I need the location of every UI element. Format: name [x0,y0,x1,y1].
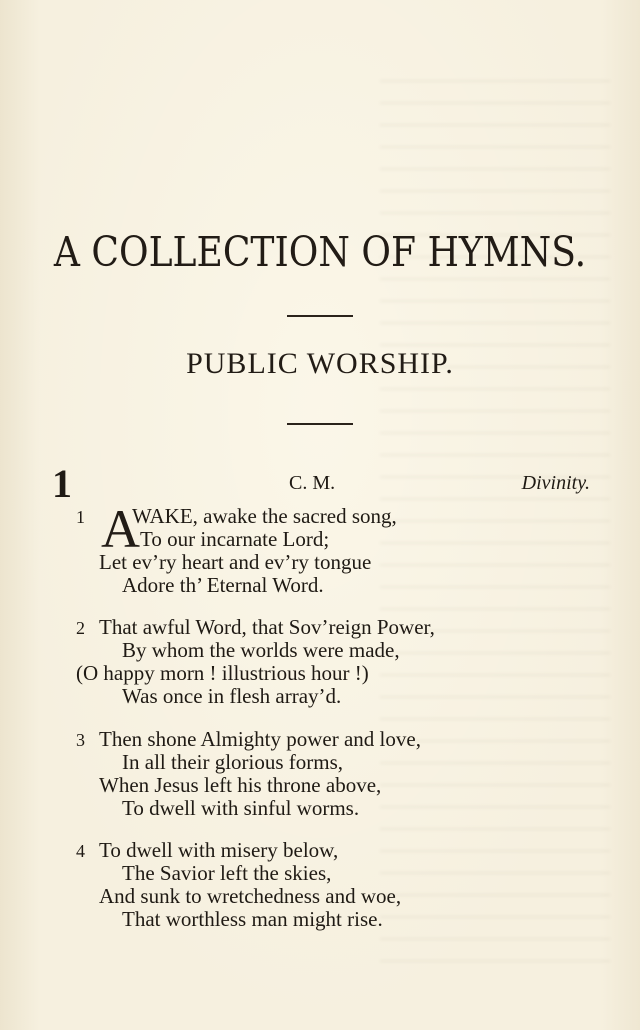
hymn-meter: C. M. [289,472,336,494]
book-title: A COLLECTION OF HYMNS. [53,228,587,276]
verse-number: 1 [76,507,85,527]
verse-number: 3 [76,730,85,750]
verse-line: Let ev’ry heart and ev’ry tongue [99,550,372,574]
verse-line: To dwell with sinful worms. [122,796,360,820]
verse-line: To dwell with misery below, [99,838,339,862]
drop-cap: A [101,499,140,559]
section-title: PUBLIC WORSHIP. [186,347,454,380]
verse-number: 2 [76,618,85,638]
verse-line: WAKE, awake the sacred song, [132,504,397,528]
title-rule [287,315,353,317]
verse-line: To our incarnate Lord; [140,527,330,551]
verse-line: Then shone Almighty power and love, [99,727,421,751]
hymn-tune: Divinity. [521,472,590,494]
verse-line: The Savior left the skies, [122,861,332,885]
verse-line: And sunk to wretchedness and woe, [99,884,402,908]
verse-line: That worthless man might rise. [122,907,383,931]
verse-number: 4 [76,841,85,861]
hymn-number: 1 [52,461,72,506]
verse-line: By whom the worlds were made, [122,638,400,662]
verse-line: That awful Word, that Sov’reign Power, [99,615,435,639]
verse-line: In all their glorious forms, [122,750,344,774]
verse-line: When Jesus left his throne above, [99,773,382,797]
verse-line: (O happy morn ! illustrious hour !) [76,661,369,685]
verse-line: Was once in flesh array’d. [122,684,342,708]
section-rule [287,423,353,425]
bleed-through-texture [380,80,610,980]
verse-line: Adore th’ Eternal Word. [122,573,324,597]
